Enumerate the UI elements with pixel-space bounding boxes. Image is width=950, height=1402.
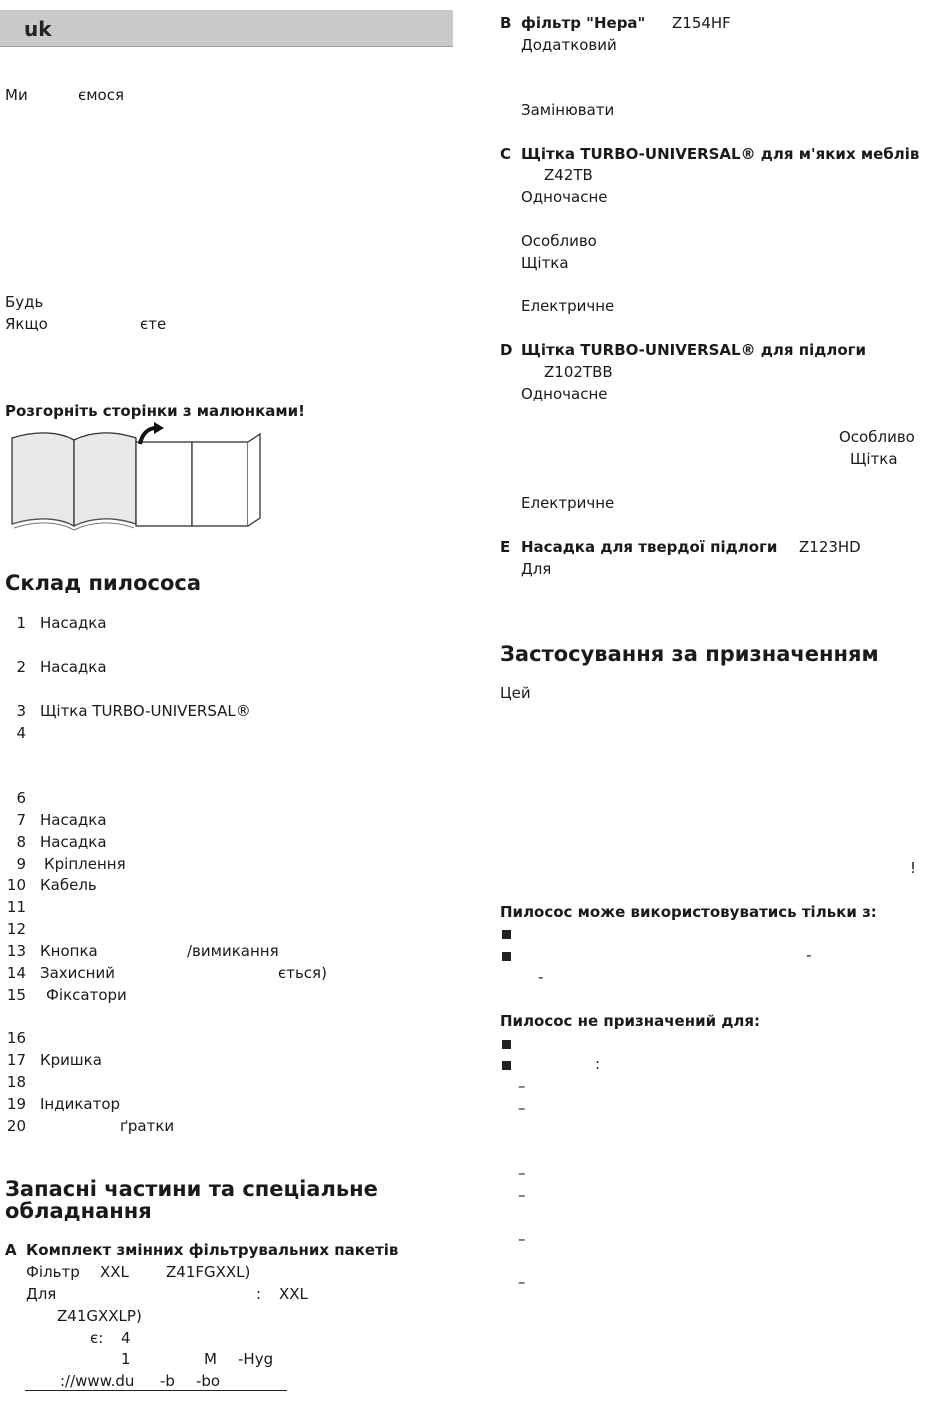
item-a-text: -Hyg	[238, 1350, 274, 1368]
item-a-text: XXL	[100, 1263, 129, 1281]
item-letter-d: D	[500, 341, 513, 359]
part-label: Захисний	[40, 964, 115, 982]
item-c-text: Одночасне	[521, 188, 608, 206]
bullet-square	[502, 952, 511, 961]
part-number: 20	[6, 1117, 26, 1135]
part-label: Кришка	[40, 1051, 102, 1069]
part-label-extra: ється)	[278, 964, 327, 982]
item-a-text: 1	[121, 1350, 131, 1368]
bullet-square	[502, 1061, 511, 1070]
part-number: 12	[6, 920, 26, 938]
section-title-accessories: Запасні частини та спеціальне	[5, 1177, 378, 1201]
item-a-link[interactable]: ://www.du	[60, 1372, 135, 1390]
item-a-text: XXL	[279, 1285, 308, 1303]
intro-word-2: ємося	[78, 86, 124, 104]
item-a-text: Фільтр	[26, 1263, 80, 1281]
item-letter-a: A	[5, 1241, 17, 1259]
item-d-text: Особливо	[839, 428, 915, 446]
section-title-parts: Склад пилососа	[5, 571, 202, 595]
item-d-text: Електричне	[521, 494, 615, 512]
item-c-text: Електричне	[521, 297, 615, 315]
item-e-title: Насадка для твердої підлоги	[521, 538, 778, 556]
part-number: 3	[16, 702, 26, 720]
item-a-title: Комплект змінних фільтрувальних пакетів	[26, 1241, 399, 1259]
item-c-code: Z42TB	[544, 166, 593, 184]
item-a-text: 4	[121, 1329, 131, 1347]
item-letter-e: E	[500, 538, 511, 556]
part-number: 13	[6, 942, 26, 960]
part-number: 1	[16, 614, 26, 632]
link-underline	[25, 1390, 287, 1391]
part-number: 7	[16, 811, 26, 829]
part-label: Кабель	[40, 876, 97, 894]
dash-item: –	[518, 1077, 526, 1095]
language-code: uk	[24, 17, 52, 41]
item-a-text: M	[204, 1350, 217, 1368]
item-d-text: Одночасне	[521, 385, 608, 403]
part-number: 8	[16, 833, 26, 851]
dash-item: –	[518, 1230, 526, 1248]
intended-use-excl: !	[910, 859, 917, 877]
part-label: Індикатор	[40, 1095, 121, 1113]
part-number: 19	[6, 1095, 26, 1113]
language-header-bar	[0, 10, 453, 47]
item-d-text: Щітка	[850, 450, 898, 468]
part-label: Насадка	[40, 658, 107, 676]
item-a-text: Z41GXXLP)	[57, 1307, 142, 1325]
section-title-intended-use: Застосування за призначенням	[500, 642, 879, 666]
part-label: Щітка TURBO-UNIVERSAL®	[40, 702, 251, 720]
can-use-title: Пилосос може використовуватись тільки з:	[500, 903, 877, 921]
part-number: 15	[6, 986, 26, 1004]
item-a-link[interactable]: -b	[160, 1372, 175, 1390]
item-e-code: Z123HD	[799, 538, 861, 556]
part-label: Фіксатори	[46, 986, 127, 1004]
part-number: 6	[16, 789, 26, 807]
item-a-link[interactable]: -bo	[196, 1372, 221, 1390]
item-c-text: Щітка	[521, 254, 569, 272]
intro-word-4: Якщо	[5, 315, 48, 333]
part-number: 18	[6, 1073, 26, 1091]
item-c-text: Особливо	[521, 232, 597, 250]
part-number: 2	[16, 658, 26, 676]
unfold-pages-illustration	[8, 422, 264, 532]
item-b-text: Замінювати	[521, 101, 615, 119]
part-number: 10	[6, 876, 26, 894]
dash-item: –	[518, 1273, 526, 1291]
item-a-text: є:	[90, 1329, 104, 1347]
dash-item: –	[518, 1099, 526, 1117]
section-title-accessories-2: обладнання	[5, 1199, 152, 1223]
part-label: Насадка	[40, 811, 107, 829]
item-b-title: фільтр "Hepa"	[521, 14, 646, 32]
item-a-text: Для	[26, 1285, 57, 1303]
intro-word-3: Будь	[5, 293, 44, 311]
part-label: Кріплення	[44, 855, 126, 873]
part-label: Насадка	[40, 833, 107, 851]
can-use-dash: -	[806, 946, 812, 964]
part-number: 4	[16, 724, 26, 742]
can-use-dash: -	[538, 968, 544, 986]
part-label-extra: ґратки	[120, 1117, 175, 1135]
item-letter-b: B	[500, 14, 512, 32]
intro-word-5: єте	[140, 315, 167, 333]
item-d-code: Z102TBB	[544, 363, 613, 381]
item-c-title: Щітка TURBO-UNIVERSAL® для м'яких меблів	[521, 145, 920, 163]
part-number: 14	[6, 964, 26, 982]
dash-item: –	[518, 1186, 526, 1204]
cannot-use-colon: :	[595, 1055, 601, 1073]
dash-item: –	[518, 1164, 526, 1182]
item-letter-c: C	[500, 145, 512, 163]
part-number: 17	[6, 1051, 26, 1069]
part-label-extra: /вимикання	[187, 942, 279, 960]
part-label: Насадка	[40, 614, 107, 632]
item-b-code: Z154HF	[672, 14, 731, 32]
unfold-note: Розгорніть сторінки з малюнками!	[5, 402, 306, 420]
cannot-use-title: Пилосос не призначений для:	[500, 1012, 761, 1030]
bullet-square	[502, 1040, 511, 1049]
part-number: 16	[6, 1029, 26, 1047]
item-e-text: Для	[521, 560, 552, 578]
item-a-text: :	[256, 1285, 262, 1303]
part-number: 9	[16, 855, 26, 873]
part-label: Кнопка	[40, 942, 98, 960]
intended-use-text: Цей	[500, 684, 531, 702]
intro-word-1: Ми	[5, 86, 28, 104]
bullet-square	[502, 930, 511, 939]
item-b-text: Додатковий	[521, 36, 617, 54]
item-d-title: Щітка TURBO-UNIVERSAL® для підлоги	[521, 341, 867, 359]
item-a-text: Z41FGXXL)	[166, 1263, 251, 1281]
part-number: 11	[6, 898, 26, 916]
